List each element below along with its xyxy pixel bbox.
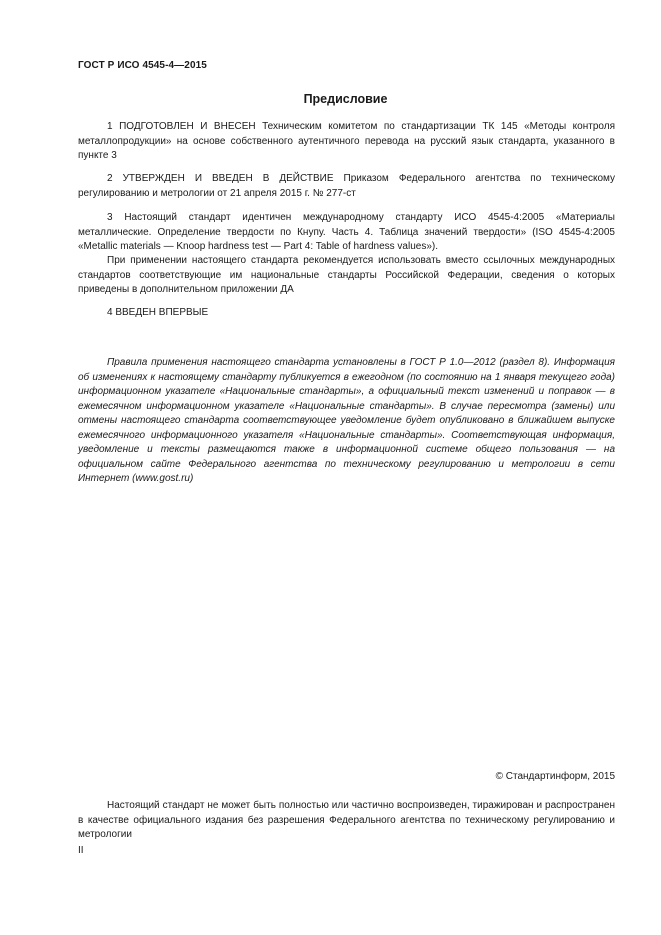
paragraph-references: При применении настоящего стандарта рекомендуется использовать вместо ссылочных международных стандартов соответствующие им национальные стандарты Российской Федерации, сведения о которых приведены в дополнительном приложении ДА: [78, 255, 615, 295]
paragraph-introduced: 4 ВВЕДЕН ВПЕРВЫЕ: [107, 307, 209, 318]
paragraph-approved: 2 УТВЕРЖДЕН И ВВЕДЕН В ДЕЙСТВИЕ Приказом Федерального агентства по техническому регулированию и метрологии от 21 апреля 2015 г. № 277-ст: [78, 173, 615, 199]
page-title: Предисловие: [303, 92, 388, 106]
copyright-line: © Стандартинформ, 2015: [495, 771, 615, 782]
paragraph-prepared: 1 ПОДГОТОВЛЕН И ВНЕСЕН Техническим комитетом по стандартизации ТК 145 «Методы контроля металлопродукции» на основе собственного аутентичного перевода на русский язык стандарта, указанного в пункте 3: [78, 121, 615, 161]
application-rules-notice: Правила применения настоящего стандарта установлены в ГОСТ Р 1.0—2012 (раздел 8). Информация об изменениях к настоящему стандарту публикуется в ежегодном (по состоянию на 1 января текущего года) информационном указателе «Национальные стандарты», а официальный текст изменений и поправок — в ежемесячном информационном указателе «Национальные стандарты». В случае пересмотра (замены) или отмены настоящего стандарта соответствующее уведомление будет опубликовано в ближайшем выпуске ежемесячного информационного указателя «Национальные стандарты». Соответствующая информация, уведомление и тексты размещаются также в информационной системе общего пользования — на официальном сайте Федерального агентства по техническому регулированию и метрологии в сети Интернет (www.gost.ru): [78, 357, 615, 484]
page-number: II: [78, 845, 84, 856]
document-code-header: ГОСТ Р ИСО 4545-4—2015: [78, 60, 207, 71]
rights-notice: Настоящий стандарт не может быть полностью или частично воспроизведен, тиражирован и распространен в качестве официального издания без разрешения Федерального агентства по техническому регулированию и метрологии: [78, 800, 615, 840]
paragraph-identical-standard: 3 Настоящий стандарт идентичен международному стандарту ИСО 4545-4:2005 «Материалы металлические. Определение твердости по Кнупу. Часть 4. Таблица значений твердости» (ISO 4545-4:2005 «Metallic materials — Knoop hardness test — Part 4: Table of hardness values»).: [78, 212, 615, 252]
